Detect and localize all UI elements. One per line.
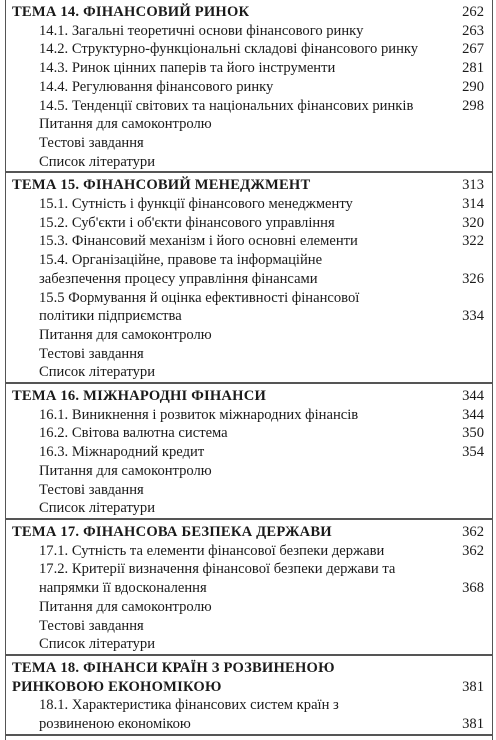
page-number: 350	[462, 425, 484, 442]
entry-title: Питання для самоконтролю	[39, 462, 212, 479]
toc-entry[interactable]	[6, 481, 492, 500]
page-number: 313	[462, 177, 484, 194]
entry-title: Питання для самоконтролю	[39, 326, 212, 343]
page-number: 344	[462, 406, 484, 423]
toc-section	[6, 0, 492, 173]
toc-entry[interactable]	[6, 97, 492, 116]
entry-title: 15.4. Організаційне, правове та інформаційне забезпечення процесу управління фінансами	[39, 252, 323, 287]
entry-title: Тестові завдання	[39, 134, 144, 151]
toc-entry[interactable]	[6, 560, 492, 597]
entry-title: 14.2. Структурно-функціональні складові фінансового ринку	[39, 41, 419, 58]
toc-entry[interactable]	[6, 40, 492, 59]
toc-entry[interactable]	[6, 78, 492, 97]
page-number: 381	[462, 678, 484, 695]
entry-title: Список літератури	[39, 153, 156, 170]
entry-title: 16.1. Виникнення і розвиток міжнародних фінансів	[39, 406, 359, 423]
toc-entry[interactable]	[6, 345, 492, 364]
page-number: 322	[462, 233, 484, 250]
toc-entry[interactable]	[6, 134, 492, 153]
toc-entry[interactable]	[6, 22, 492, 41]
entry-title: 15.2. Суб'єкти і об'єкти фінансового управління	[39, 214, 335, 231]
page-number: 334	[462, 308, 484, 325]
page-number: 314	[462, 196, 484, 213]
toc-section	[6, 173, 492, 384]
entry-title: 14.3. Ринок цінних паперів та його інструменти	[39, 60, 336, 77]
toc-entry[interactable]	[6, 363, 492, 382]
section-title: ТЕМА 17. ФІНАНСОВА БЕЗПЕКА ДЕРЖАВИ	[12, 523, 332, 540]
toc-entry[interactable]	[6, 326, 492, 345]
toc-entry[interactable]	[6, 195, 492, 214]
toc-entry[interactable]	[6, 696, 492, 733]
entry-title: 15.1. Сутність і функції фінансового менеджменту	[39, 196, 353, 213]
toc-entry[interactable]	[6, 635, 492, 654]
entry-title: 17.1. Сутність та елементи фінансової безпеки держави	[39, 542, 385, 559]
entry-title: Список літератури	[39, 636, 156, 653]
toc-entry[interactable]	[6, 251, 492, 288]
entry-title: Список літератури	[39, 500, 156, 517]
toc-entry[interactable]	[6, 617, 492, 636]
entry-title: 14.5. Тенденції світових та національних фінансових ринків	[39, 97, 414, 114]
page-number: 362	[462, 523, 484, 540]
toc-entry[interactable]	[6, 153, 492, 172]
entry-title: Тестові завдання	[39, 345, 144, 362]
entry-title: Тестові завдання	[39, 481, 144, 498]
section-title: ТЕМА 16. МІЖНАРОДНІ ФІНАНСИ	[12, 388, 267, 405]
table-of-contents	[5, 0, 493, 740]
toc-entry[interactable]	[6, 542, 492, 561]
toc-entry[interactable]	[6, 406, 492, 425]
toc-entry[interactable]	[6, 289, 492, 326]
toc-entry[interactable]	[6, 424, 492, 443]
entry-title: 15.5 Формування й оцінка ефективності фінансової політики підприємства	[39, 289, 360, 325]
toc-entry[interactable]	[6, 59, 492, 78]
page-number: 362	[462, 542, 484, 559]
page-number: 281	[462, 60, 484, 77]
page-number: 262	[462, 4, 484, 20]
page-number: 298	[462, 97, 484, 114]
section-heading[interactable]	[6, 0, 492, 22]
entry-title: Тестові завдання	[39, 617, 144, 634]
entry-title: 16.2. Світова валютна система	[39, 425, 228, 442]
page-number: 290	[462, 78, 484, 95]
toc-entry[interactable]	[6, 214, 492, 233]
page-number: 344	[462, 388, 484, 405]
page-number: 381	[462, 716, 484, 733]
toc-entry[interactable]	[6, 598, 492, 617]
entry-title: 18.1. Характеристика фінансових систем країн з розвиненою економікою	[39, 697, 339, 733]
section-heading[interactable]	[6, 520, 492, 542]
toc-entry[interactable]	[6, 232, 492, 251]
section-heading[interactable]	[6, 173, 492, 195]
section-title: ТЕМА 14. ФІНАНСОВИЙ РИНОК	[12, 4, 250, 20]
section-heading[interactable]	[6, 656, 492, 696]
page-number: 354	[462, 444, 484, 461]
page-number: 263	[462, 22, 484, 39]
toc-section	[6, 384, 492, 520]
toc-entry[interactable]	[6, 499, 492, 518]
section-heading[interactable]	[6, 384, 492, 406]
entry-title: 14.1. Загальні теоретичні основи фінансового ринку	[39, 22, 364, 39]
section-title: ТЕМА 15. ФІНАНСОВИЙ МЕНЕДЖМЕНТ	[12, 177, 311, 194]
section-title: ТЕМА 18. ФІНАНСИ КРАЇН З РОЗВИНЕНОЮ РИНКОВОЮ ЕКОНОМІКОЮ	[12, 659, 335, 695]
entry-title: Список літератури	[39, 364, 156, 381]
entry-title: 17.2. Критерії визначення фінансової безпеки держави та напрямки її вдосконалення	[39, 561, 396, 597]
toc-entry[interactable]	[6, 443, 492, 462]
toc-section	[6, 656, 492, 736]
entry-title: Питання для самоконтролю	[39, 598, 212, 615]
entry-title: 14.4. Регулювання фінансового ринку	[39, 78, 274, 95]
toc-entry[interactable]	[6, 115, 492, 134]
page-number: 267	[462, 41, 484, 58]
toc-section	[6, 520, 492, 656]
toc-entry[interactable]	[6, 462, 492, 481]
page-number: 326	[462, 270, 484, 287]
page-number: 320	[462, 214, 484, 231]
entry-title: 16.3. Міжнародний кредит	[39, 444, 205, 461]
entry-title: 15.3. Фінансовий механізм і його основні елементи	[39, 233, 358, 250]
page-number: 368	[462, 580, 484, 597]
entry-title: Питання для самоконтролю	[39, 116, 212, 133]
